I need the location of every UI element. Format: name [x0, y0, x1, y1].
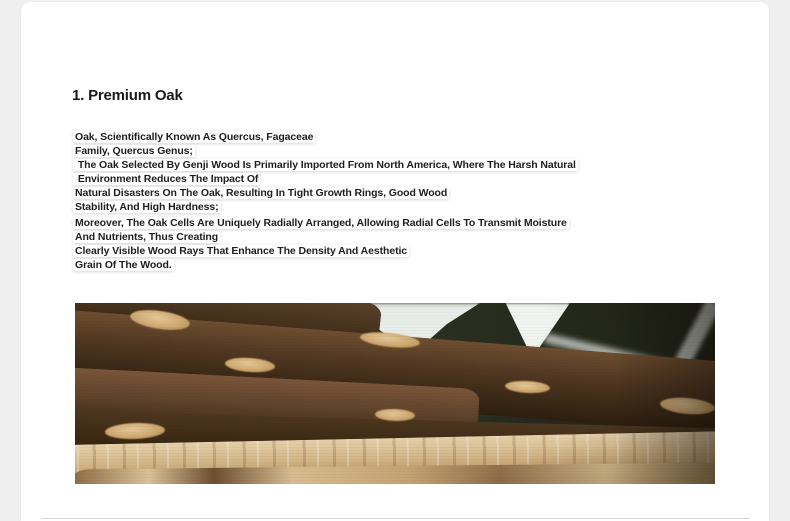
text-line-span: Oak, Scientifically Known As Quercus, Fagaceae — [75, 131, 314, 143]
paragraph — [75, 131, 715, 158]
paragraph — [75, 217, 715, 244]
text-line-span: Grain Of The Wood. — [75, 258, 172, 271]
text-line-span: And Nutrients, Thus Creating — [75, 230, 219, 243]
oak-logs-photo — [75, 303, 715, 484]
text-line-span: Moreover, The Oak Cells Are Uniquely Radially Arranged, Allowing Radial Cells To Transmit Moisture — [75, 217, 567, 229]
text-line-span: Family, Quercus Genus; — [75, 144, 193, 157]
text-line-span: The Oak Selected By Genji Wood Is Primarily Imported From North America, Where The Harsh Natural — [75, 159, 576, 171]
article-body — [75, 131, 715, 272]
text-line — [75, 159, 715, 173]
text-line — [75, 201, 715, 215]
section-divider — [41, 518, 750, 519]
section-heading: 1. Premium Oak — [72, 87, 183, 104]
text-line — [75, 145, 715, 159]
text-line-span: Natural Disasters On The Oak, Resulting In Tight Growth Rings, Good Wood — [75, 187, 448, 199]
text-line — [75, 173, 715, 187]
paragraph — [75, 245, 715, 272]
text-line-span: Stability, And High Hardness; — [75, 200, 219, 213]
photo-grain-overlay — [75, 303, 715, 484]
paragraph — [75, 187, 715, 214]
text-line — [75, 245, 715, 259]
text-line — [75, 231, 715, 245]
article-content — [21, 2, 769, 484]
text-line — [75, 187, 715, 201]
text-line — [75, 259, 715, 273]
text-line — [75, 217, 715, 231]
content-card — [21, 2, 769, 521]
text-line-span: Clearly Visible Wood Rays That Enhance The Density And Aesthetic — [75, 245, 408, 257]
text-line-span: Environment Reduces The Impact Of — [75, 172, 259, 185]
paragraph — [75, 159, 715, 186]
text-line — [75, 131, 715, 145]
